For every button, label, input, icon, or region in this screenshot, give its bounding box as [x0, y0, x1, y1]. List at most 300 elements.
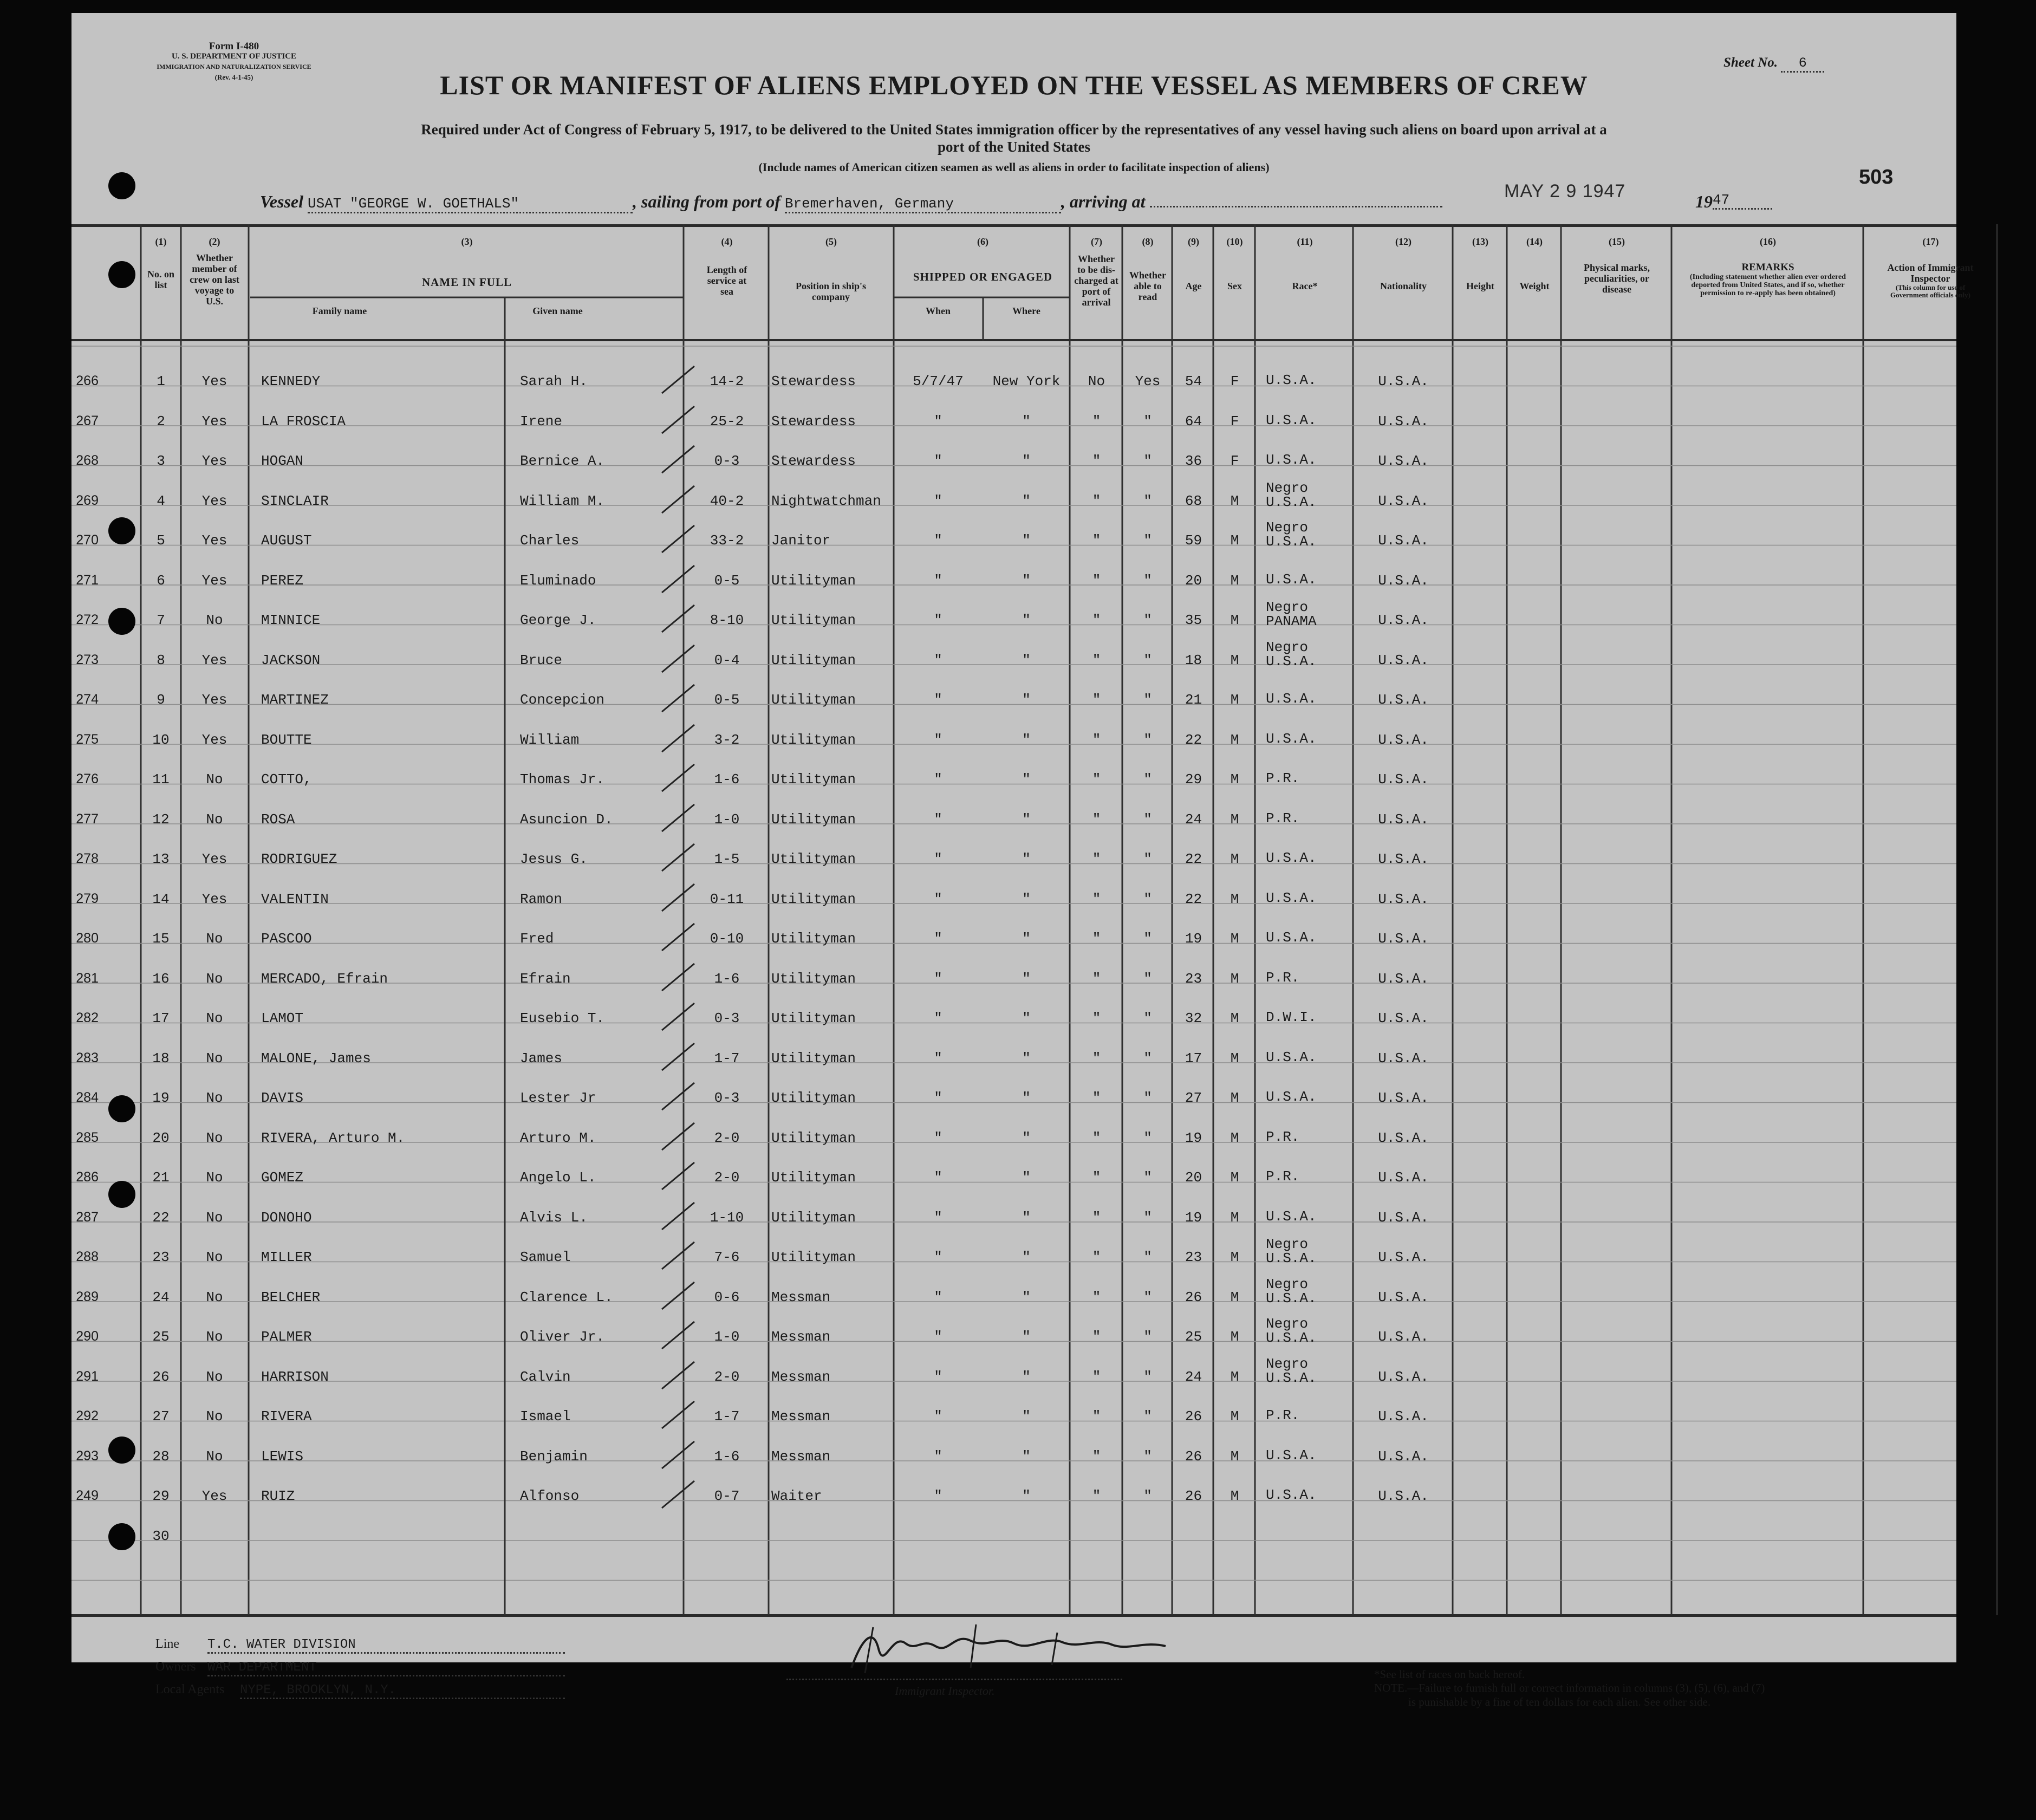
discharged-value: "	[1092, 1368, 1101, 1385]
age-value: 18	[1185, 652, 1202, 668]
service-length: 1-5	[714, 851, 740, 867]
last-voyage-value: No	[206, 1249, 223, 1265]
shipped-when: "	[934, 1169, 942, 1186]
col3-header	[250, 236, 684, 288]
shipped-when: "	[934, 492, 942, 509]
race-value	[1266, 600, 1352, 628]
discharged-value: "	[1092, 652, 1101, 668]
col6-when-header: When	[925, 306, 951, 316]
shipped-where: "	[1022, 851, 1031, 867]
last-voyage-value: Yes	[201, 692, 227, 708]
given-name: Lester Jr	[520, 1090, 596, 1106]
shipped-when: "	[934, 1209, 942, 1226]
nationality-value: U.S.A.	[1378, 1090, 1429, 1106]
sex-value: M	[1230, 731, 1239, 748]
race-line-2: PANAMA	[1266, 613, 1317, 629]
family-name: SINCLAIR	[261, 492, 329, 509]
discharged-value: "	[1092, 811, 1101, 828]
row-reference-number: 275	[76, 731, 99, 747]
sex-value: M	[1230, 1090, 1239, 1106]
discharged-value: "	[1092, 731, 1101, 748]
discharged-value: "	[1092, 1090, 1101, 1106]
position-value: Utilityman	[771, 890, 856, 907]
discharged-value: "	[1092, 612, 1101, 628]
punch-hole	[108, 1181, 135, 1208]
shipped-when: "	[934, 652, 942, 668]
row-number: 30	[152, 1528, 170, 1544]
sex-value: M	[1230, 1129, 1239, 1146]
row-number: 19	[152, 1090, 170, 1106]
col9-header	[1173, 236, 1214, 291]
col3-given-header: Given name	[532, 306, 583, 316]
last-voyage-value: No	[206, 1090, 223, 1106]
punch-hole	[108, 1523, 135, 1550]
service-length: 0-11	[710, 890, 744, 907]
row-number: 12	[152, 811, 170, 828]
race-value	[1266, 481, 1352, 509]
last-voyage-value: No	[206, 1050, 223, 1067]
service-length: 40-2	[710, 492, 744, 509]
position-value: Utilityman	[771, 771, 856, 788]
shipped-when: "	[934, 1289, 942, 1305]
age-value: 23	[1185, 970, 1202, 987]
race-value: U.S.A.	[1266, 1208, 1317, 1225]
sheet-number-value: 6	[1781, 55, 1824, 73]
service-length: 0-3	[714, 1010, 740, 1026]
able-to-read-value: "	[1143, 931, 1152, 947]
service-length: 1-6	[714, 771, 740, 788]
col6-label: SHIPPED OR ENGAGED	[913, 270, 1053, 283]
race-value: P.R.	[1266, 1168, 1300, 1185]
shipped-where: "	[1022, 692, 1031, 708]
nationality-value: U.S.A.	[1378, 731, 1429, 748]
able-to-read-value: "	[1143, 1289, 1152, 1305]
service-length: 33-2	[710, 532, 744, 549]
given-name: Angelo L.	[520, 1169, 596, 1186]
race-value: U.S.A.	[1266, 730, 1317, 747]
row-number: 29	[152, 1488, 170, 1504]
able-to-read-value: "	[1143, 970, 1152, 987]
discharged-value: "	[1092, 1408, 1101, 1425]
family-name: LEWIS	[261, 1448, 304, 1465]
position-value: Stewardess	[771, 373, 856, 389]
race-value: U.S.A.	[1266, 1447, 1317, 1464]
position-value: Utilityman	[771, 931, 856, 947]
age-value: 68	[1185, 492, 1202, 509]
row-reference-number: 273	[76, 652, 99, 667]
given-name: Irene	[520, 413, 563, 430]
row-number: 13	[152, 851, 170, 867]
position-value: Messman	[771, 1329, 831, 1345]
col17-subtext: (This column for use of Government officials only)	[1890, 283, 1971, 299]
col7-num: (7)	[1091, 236, 1102, 247]
punch-hole	[108, 172, 135, 199]
sex-value: M	[1230, 1408, 1239, 1425]
family-name: DAVIS	[261, 1090, 304, 1106]
given-name: Arturo M.	[520, 1129, 596, 1146]
nationality-value: U.S.A.	[1378, 811, 1429, 828]
row-reference-number: 286	[76, 1169, 99, 1185]
nationality-value: U.S.A.	[1378, 572, 1429, 589]
given-name: Asuncion D.	[520, 811, 613, 828]
given-name: George J.	[520, 612, 596, 628]
nationality-value: U.S.A.	[1378, 931, 1429, 947]
col4-header	[686, 236, 767, 297]
row-number: 21	[152, 1169, 170, 1186]
discharged-value: "	[1092, 572, 1101, 589]
family-name: VALENTIN	[261, 890, 329, 907]
able-to-read-value: "	[1143, 1448, 1152, 1465]
col16-header	[1673, 236, 1863, 297]
arriving-label: , arriving at	[1061, 192, 1146, 211]
sex-value: M	[1230, 1249, 1239, 1265]
age-value: 21	[1185, 692, 1202, 708]
col7-label: Whether to be dis-charged at port of arrival	[1074, 253, 1118, 308]
row-reference-number: 282	[76, 1010, 99, 1025]
service-length: 3-2	[714, 731, 740, 748]
row-number: 25	[152, 1329, 170, 1345]
given-name: Jesus G.	[520, 851, 588, 867]
position-value: Utilityman	[771, 572, 856, 589]
given-name: Eluminado	[520, 572, 596, 589]
form-department: U. S. DEPARTMENT OF JUSTICE	[171, 52, 297, 61]
able-to-read-value: Yes	[1135, 373, 1161, 389]
row-reference-number: 269	[76, 492, 99, 508]
race-value	[1266, 1317, 1352, 1345]
discharged-value: "	[1092, 931, 1101, 947]
shipped-where: "	[1022, 1488, 1031, 1504]
check-mark	[659, 722, 697, 755]
family-name: HARRISON	[261, 1368, 329, 1385]
shipped-when: "	[934, 771, 942, 788]
nationality-value: U.S.A.	[1378, 1050, 1429, 1067]
row-number: 8	[157, 652, 165, 668]
col5-label: Position in ship's company	[795, 281, 867, 302]
service-length: 0-6	[714, 1289, 740, 1305]
able-to-read-value: "	[1143, 1129, 1152, 1146]
last-voyage-value: Yes	[201, 652, 227, 668]
sex-value: M	[1230, 1488, 1239, 1504]
nationality-value: U.S.A.	[1378, 692, 1429, 708]
nationality-value: U.S.A.	[1378, 612, 1429, 628]
given-name: Ramon	[520, 890, 563, 907]
position-value: Utilityman	[771, 970, 856, 987]
last-voyage-value: No	[206, 1010, 223, 1026]
row-number: 16	[152, 970, 170, 987]
age-value: 26	[1185, 1289, 1202, 1305]
shipped-where: "	[1022, 890, 1031, 907]
race-value: U.S.A.	[1266, 929, 1317, 946]
row-number: 1	[157, 373, 165, 389]
able-to-read-value: "	[1143, 771, 1152, 788]
last-voyage-value: No	[206, 970, 223, 987]
shipped-when: 5/7/47	[913, 373, 964, 389]
vessel-value: USAT "GEORGE W. GOETHALS"	[308, 196, 633, 213]
sex-value: M	[1230, 1169, 1239, 1186]
race-line-2: U.S.A.	[1266, 534, 1317, 550]
race-value	[1266, 1237, 1352, 1265]
family-name: HOGAN	[261, 453, 304, 469]
position-value: Utilityman	[771, 1169, 856, 1186]
able-to-read-value: "	[1143, 692, 1152, 708]
able-to-read-value: "	[1143, 1249, 1152, 1265]
shipped-where: "	[1022, 1169, 1031, 1186]
last-voyage-value: No	[206, 1129, 223, 1146]
shipped-when: "	[934, 1129, 942, 1146]
sex-value: M	[1230, 492, 1239, 509]
age-value: 35	[1185, 612, 1202, 628]
row-number: 18	[152, 1050, 170, 1067]
col15-label: Physical marks, peculiarities, or disease	[1583, 262, 1650, 295]
given-name: Calvin	[520, 1368, 571, 1385]
row-reference-number: 280	[76, 931, 99, 946]
discharged-value: "	[1092, 492, 1101, 509]
nationality-value: U.S.A.	[1378, 1129, 1429, 1146]
race-value: U.S.A.	[1266, 691, 1317, 707]
row-reference-number: 249	[76, 1488, 99, 1503]
shipped-when: "	[934, 1448, 942, 1465]
check-mark	[659, 1000, 697, 1033]
row-reference-number: 267	[76, 413, 99, 428]
date-stamp: MAY 2 9 1947	[1504, 181, 1626, 202]
shipped-where: "	[1022, 1090, 1031, 1106]
nationality-value: U.S.A.	[1378, 1010, 1429, 1026]
able-to-read-value: "	[1143, 652, 1152, 668]
race-line-2: U.S.A.	[1266, 653, 1317, 670]
shipped-when: "	[934, 1090, 942, 1106]
age-value: 17	[1185, 1050, 1202, 1067]
row-reference-number: 271	[76, 572, 99, 588]
last-voyage-value: Yes	[201, 851, 227, 867]
race-value: U.S.A.	[1266, 452, 1317, 468]
punch-hole	[108, 261, 135, 288]
age-value: 25	[1185, 1329, 1202, 1345]
row-reference-number: 272	[76, 612, 99, 627]
sex-value: M	[1230, 532, 1239, 549]
discharged-value: "	[1092, 1129, 1101, 1146]
shipped-where: "	[1022, 1129, 1031, 1146]
row-reference-number: 289	[76, 1289, 99, 1304]
service-length: 1-7	[714, 1408, 740, 1425]
col16-label: REMARKS	[1741, 262, 1794, 273]
nationality-value: U.S.A.	[1378, 373, 1429, 389]
row-number: 10	[152, 731, 170, 748]
family-name: JACKSON	[261, 652, 321, 668]
race-value: P.R.	[1266, 810, 1300, 827]
able-to-read-value: "	[1143, 1488, 1152, 1504]
age-value: 24	[1185, 1368, 1202, 1385]
service-length: 2-0	[714, 1169, 740, 1186]
nationality-value: U.S.A.	[1378, 1289, 1429, 1305]
age-value: 36	[1185, 453, 1202, 469]
age-value: 19	[1185, 1129, 1202, 1146]
discharged-value: "	[1092, 1169, 1101, 1186]
service-length: 0-5	[714, 692, 740, 708]
shipped-when: "	[934, 851, 942, 867]
last-voyage-value: No	[206, 1169, 223, 1186]
discharged-value: "	[1092, 692, 1101, 708]
check-mark	[659, 1239, 697, 1272]
row-number: 15	[152, 931, 170, 947]
position-value: Janitor	[771, 532, 831, 549]
check-mark	[659, 404, 697, 436]
given-name: Bernice A.	[520, 453, 605, 469]
able-to-read-value: "	[1143, 1329, 1152, 1345]
row-reference-number: 266	[76, 373, 99, 388]
given-name: William	[520, 731, 580, 748]
given-name: Alfonso	[520, 1488, 580, 1504]
nationality-value: U.S.A.	[1378, 890, 1429, 907]
shipped-where: "	[1022, 1408, 1031, 1425]
family-name: GOMEZ	[261, 1169, 304, 1186]
race-line-2: U.S.A.	[1266, 493, 1317, 510]
shipped-when: "	[934, 931, 942, 947]
given-name: Alvis L.	[520, 1209, 588, 1226]
col3-family-header: Family name	[312, 306, 367, 316]
col15-header	[1562, 236, 1671, 295]
col2-label: Whether member of crew on last voyage to U.S.	[190, 252, 239, 307]
col13-num: (13)	[1472, 236, 1488, 247]
family-name: PALMER	[261, 1329, 312, 1345]
check-mark	[659, 1160, 697, 1192]
able-to-read-value: "	[1143, 731, 1152, 748]
row-reference-number: 293	[76, 1448, 99, 1464]
position-value: Utilityman	[771, 1050, 856, 1067]
position-value: Messman	[771, 1289, 831, 1305]
age-value: 22	[1185, 731, 1202, 748]
col9-label: Age	[1185, 281, 1202, 291]
family-name: AUGUST	[261, 532, 312, 549]
family-name: ROSA	[261, 811, 295, 828]
shipped-when: "	[934, 692, 942, 708]
race-line-1: Negro	[1266, 1276, 1309, 1292]
age-value: 64	[1185, 413, 1202, 430]
service-length: 0-7	[714, 1488, 740, 1504]
check-mark	[659, 961, 697, 993]
row-reference-number: 278	[76, 851, 99, 866]
able-to-read-value: "	[1143, 492, 1152, 509]
row-number: 17	[152, 1010, 170, 1026]
last-voyage-value: No	[206, 1448, 223, 1465]
col14-header	[1508, 236, 1561, 291]
given-name: Sarah H.	[520, 373, 588, 389]
shipped-where: "	[1022, 572, 1031, 589]
footer-owners-label: Owners	[155, 1660, 196, 1674]
col1-num: (1)	[155, 236, 167, 247]
col11-header	[1257, 236, 1353, 291]
row-number: 9	[157, 692, 165, 708]
check-mark	[659, 642, 697, 675]
race-line-1: Negro	[1266, 479, 1309, 496]
family-name: LAMOT	[261, 1010, 304, 1026]
check-mark	[659, 1080, 697, 1113]
position-value: Utilityman	[771, 612, 856, 628]
discharged-value: "	[1092, 1050, 1101, 1067]
col11-label: Race*	[1292, 281, 1318, 291]
shipped-where: "	[1022, 1050, 1031, 1067]
col13-label: Height	[1466, 281, 1494, 291]
last-voyage-value: Yes	[201, 373, 227, 389]
row-reference-number: 274	[76, 692, 99, 707]
service-length: 14-2	[710, 373, 744, 389]
check-mark	[659, 682, 697, 714]
discharged-value: "	[1092, 851, 1101, 867]
col1-header	[142, 236, 180, 290]
col3-label: NAME IN FULL	[421, 276, 512, 289]
shipped-when: "	[934, 532, 942, 549]
family-name: PEREZ	[261, 572, 304, 589]
sex-value: M	[1230, 970, 1239, 987]
col6-header	[895, 236, 1071, 282]
discharged-value: "	[1092, 1488, 1101, 1504]
col2-num: (2)	[209, 236, 220, 247]
shipped-where: "	[1022, 1010, 1031, 1026]
last-voyage-value: Yes	[201, 413, 227, 430]
check-mark	[659, 1120, 697, 1153]
col6-num: (6)	[977, 236, 988, 247]
shipped-where: "	[1022, 811, 1031, 828]
shipped-where: "	[1022, 731, 1031, 748]
last-voyage-value: Yes	[201, 532, 227, 549]
col13-header	[1454, 236, 1507, 291]
check-mark	[659, 921, 697, 953]
col17-num: (17)	[1922, 236, 1939, 247]
service-length: 1-6	[714, 970, 740, 987]
sailing-value: Bremerhaven, Germany	[785, 196, 1061, 213]
footer-owners	[155, 1660, 565, 1676]
shipped-when: "	[934, 572, 942, 589]
sheet-number-label: Sheet No.	[1723, 55, 1778, 70]
shipped-where: "	[1022, 413, 1031, 430]
sex-value: M	[1230, 692, 1239, 708]
race-line-1: Negro	[1266, 1236, 1309, 1252]
shipped-when: "	[934, 970, 942, 987]
row-reference-number: 270	[76, 532, 99, 548]
check-mark	[659, 1478, 697, 1511]
family-name: MERCADO, Efrain	[261, 970, 388, 987]
col17-label: Action of Immigrant Inspector	[1887, 262, 1974, 284]
given-name: Oliver Jr.	[520, 1329, 605, 1345]
age-value: 20	[1185, 1169, 1202, 1186]
discharged-value: "	[1092, 1010, 1101, 1026]
footer-agents-label: Local Agents	[155, 1682, 225, 1696]
race-line-2: U.S.A.	[1266, 1290, 1317, 1306]
last-voyage-value: Yes	[201, 890, 227, 907]
check-mark	[659, 602, 697, 635]
shipped-when: "	[934, 890, 942, 907]
col9-num: (9)	[1188, 236, 1199, 247]
row-reference-number: 291	[76, 1368, 99, 1384]
check-mark	[659, 802, 697, 834]
row-number: 2	[157, 413, 165, 430]
row-number: 27	[152, 1408, 170, 1425]
service-length: 2-0	[714, 1368, 740, 1385]
check-mark	[659, 1041, 697, 1073]
position-value: Utilityman	[771, 1209, 856, 1226]
nationality-value: U.S.A.	[1378, 1448, 1429, 1465]
col10-label: Sex	[1227, 281, 1242, 291]
row-number: 23	[152, 1249, 170, 1265]
col3-num: (3)	[461, 236, 473, 247]
nationality-value: U.S.A.	[1378, 413, 1429, 430]
form-revision: (Rev. 4-1-45)	[214, 73, 253, 81]
sex-value: M	[1230, 612, 1239, 628]
row-number: 26	[152, 1368, 170, 1385]
service-length: 0-10	[710, 931, 744, 947]
given-name: Charles	[520, 532, 580, 549]
col8-num: (8)	[1142, 236, 1154, 247]
shipped-when: "	[934, 1488, 942, 1504]
